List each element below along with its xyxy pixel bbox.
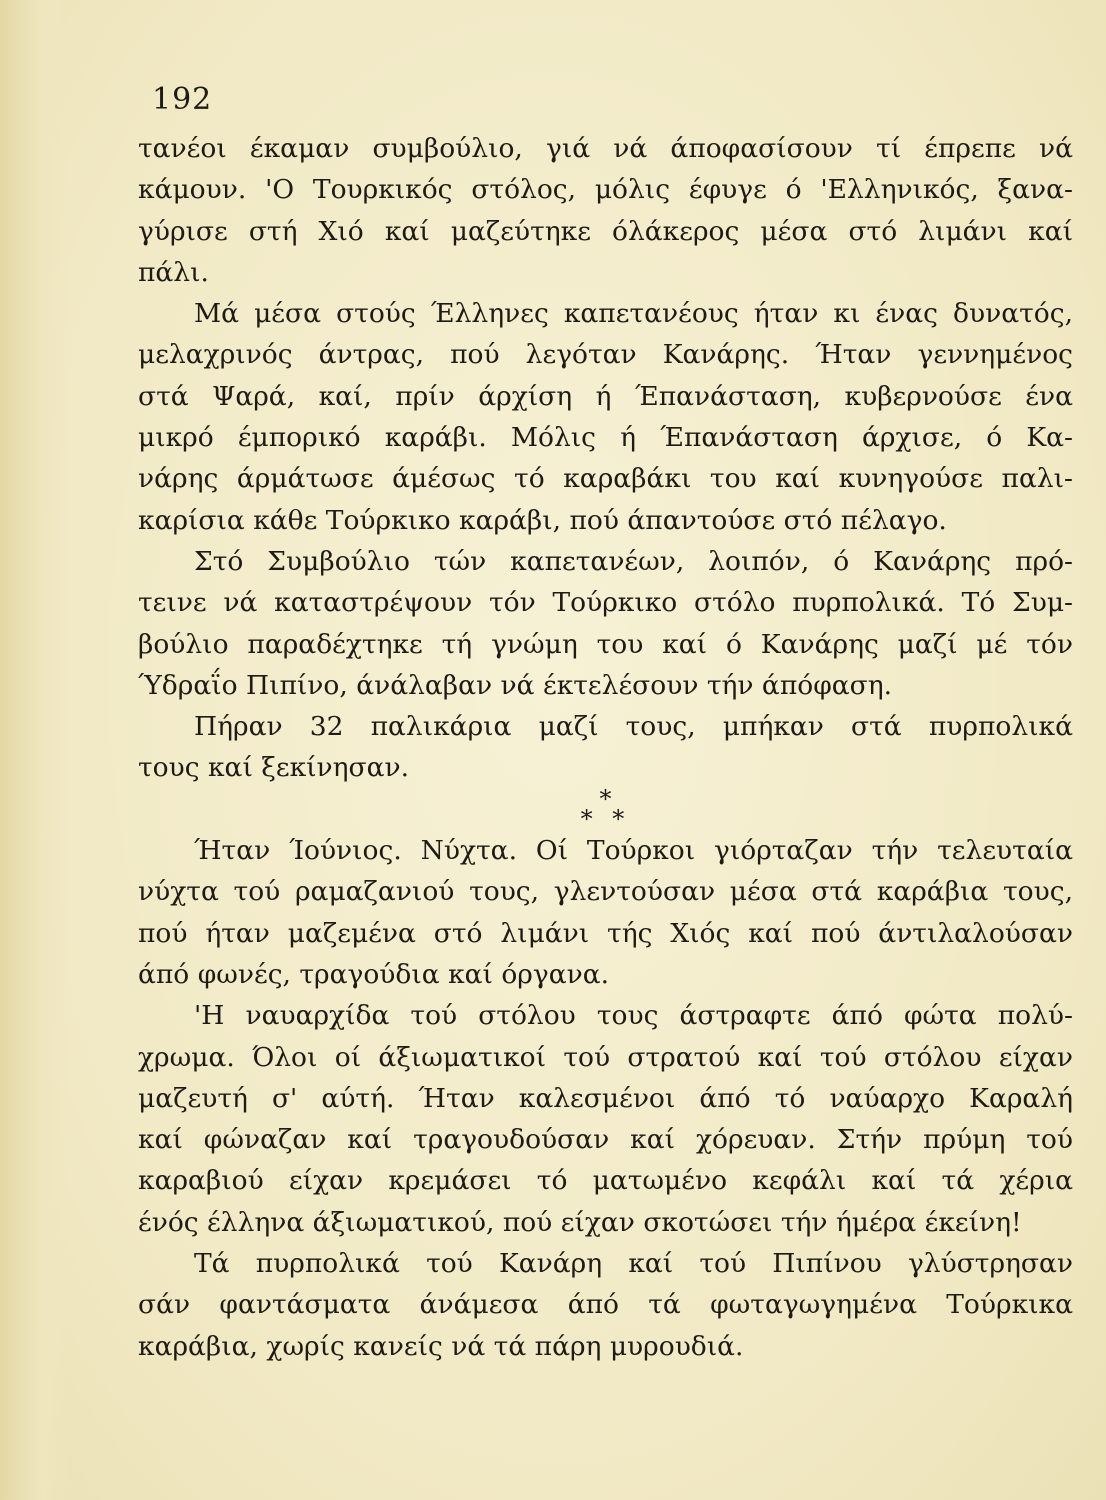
text-line: μαζευτή σ' αύτή. Ήταν καλεσμένοι άπό τό ναύαρχο Καραλή (138, 1082, 1073, 1114)
page-number: 192 (152, 82, 213, 117)
text-line: τεινε νά καταστρέψουν τόν Τούρκικο στόλο πυρπολικά. Τό Συμ- (138, 587, 1073, 619)
text-line: χρωμα. Όλοι οί άξιωματικοί τού στρατού καί τού στόλου είχαν (138, 1041, 1073, 1073)
text-line: πού ήταν μαζεμένα στό λιμάνι τής Χιός καί πού άντιλαλούσαν (138, 917, 1073, 949)
text-line: Ύδραΐο Πιπίνο, άνάλαβαν νά έκτελέσουν τήν άπόφαση. (138, 669, 893, 701)
text-line: καραβιού είχαν κρεμάσει τό ματωμένο κεφάλι καί τά χέρια (138, 1165, 1073, 1197)
text-line: βούλιο παραδέχτηκε τή γνώμη του καί ό Κανάρης μαζί μέ τόν (138, 628, 1073, 660)
text-line: νύχτα τού ραμαζανιού τους, γλεντούσαν μέσα στά καράβια τους, (138, 876, 1073, 908)
text-line: Πήραν 32 παλικάρια μαζί τους, μπήκαν στά πυρπολικά (194, 711, 1073, 743)
text-line: μικρό έμπορικό καράβι. Μόλις ή Έπανάσταση άρχισε, ό Κα- (138, 422, 1073, 454)
body-text (138, 128, 1073, 1367)
text-line: πάλι. (138, 256, 209, 288)
text-line: άπό φωνές, τραγούδια καί όργανα. (138, 958, 610, 990)
text-line: μελαχρινός άντρας, πού λεγόταν Κανάρης. Ήταν γεννημένος (138, 339, 1073, 371)
text-line: ένός έλληνα άξιωματικού, πού είχαν σκοτώσει τήν ήμέρα έκείνη! (138, 1206, 1022, 1238)
text-line: Μά μέσα στούς Έλληνες καπετανέους ήταν κι ένας δυνατός, (194, 298, 1073, 330)
text-line: 'Η ναυαρχίδα τού στόλου τους άστραφτε άπό φώτα πολύ- (194, 1000, 1073, 1032)
page-gutter-shadow (0, 0, 70, 1500)
text-line: Ήταν Ίούνιος. Νύχτα. Οί Τούρκοι γιόρταζαν τήν τελευταία (194, 835, 1073, 867)
text-line: καί φώναζαν καί τραγουδούσαν καί χόρευαν. Στήν πρύμη τού (138, 1124, 1073, 1156)
paragraph (138, 706, 1073, 789)
paragraph (138, 995, 1073, 1243)
text-line: στά Ψαρά, καί, πρίν άρχίση ή Έπανάσταση, κυβερνούσε ένα (138, 380, 1073, 412)
paragraph (138, 1243, 1073, 1367)
text-line: γύρισε στή Χιό καί μαζεύτηκε όλάκερος μέσα στό λιμάνι καί (138, 215, 1073, 247)
paragraph (138, 128, 1073, 293)
text-line: κάμουν. 'Ο Τουρκικός στόλος, μόλις έφυγε ό 'Ελληνικός, ξανα- (138, 174, 1073, 206)
separator-asterisk-bottom: * * (580, 804, 631, 833)
text-line: τους καί ξεκίνησαν. (138, 752, 410, 784)
separator-asterisk-top: * (599, 784, 612, 813)
text-line: Στό Συμβούλιο τών καπετανέων, λοιπόν, ό Κανάρης πρό- (194, 545, 1073, 577)
paragraph (138, 293, 1073, 541)
paragraph (138, 830, 1073, 995)
text-line: τανέοι έκαμαν συμβούλιο, γιά νά άποφασίσουν τί έπρεπε νά (138, 133, 1073, 164)
text-line: νάρης άρμάτωσε άμέσως τό καραβάκι του καί κυνηγούσε παλι- (138, 463, 1073, 495)
section-separator (138, 784, 1073, 833)
text-line: σάν φαντάσματα άνάμεσα άπό τά φωταγωγημένα Τούρκικα (138, 1289, 1073, 1321)
paragraph (138, 541, 1073, 706)
text-line: Τά πυρπολικά τού Κανάρη καί τού Πιπίνου γλύστρησαν (194, 1248, 1073, 1280)
text-line: καρίσια κάθε Τούρκικο καράβι, πού άπαντούσε στό πέλαγο. (138, 504, 947, 536)
text-line: καράβια, χωρίς κανείς νά τά πάρη μυρουδιά. (138, 1330, 744, 1362)
